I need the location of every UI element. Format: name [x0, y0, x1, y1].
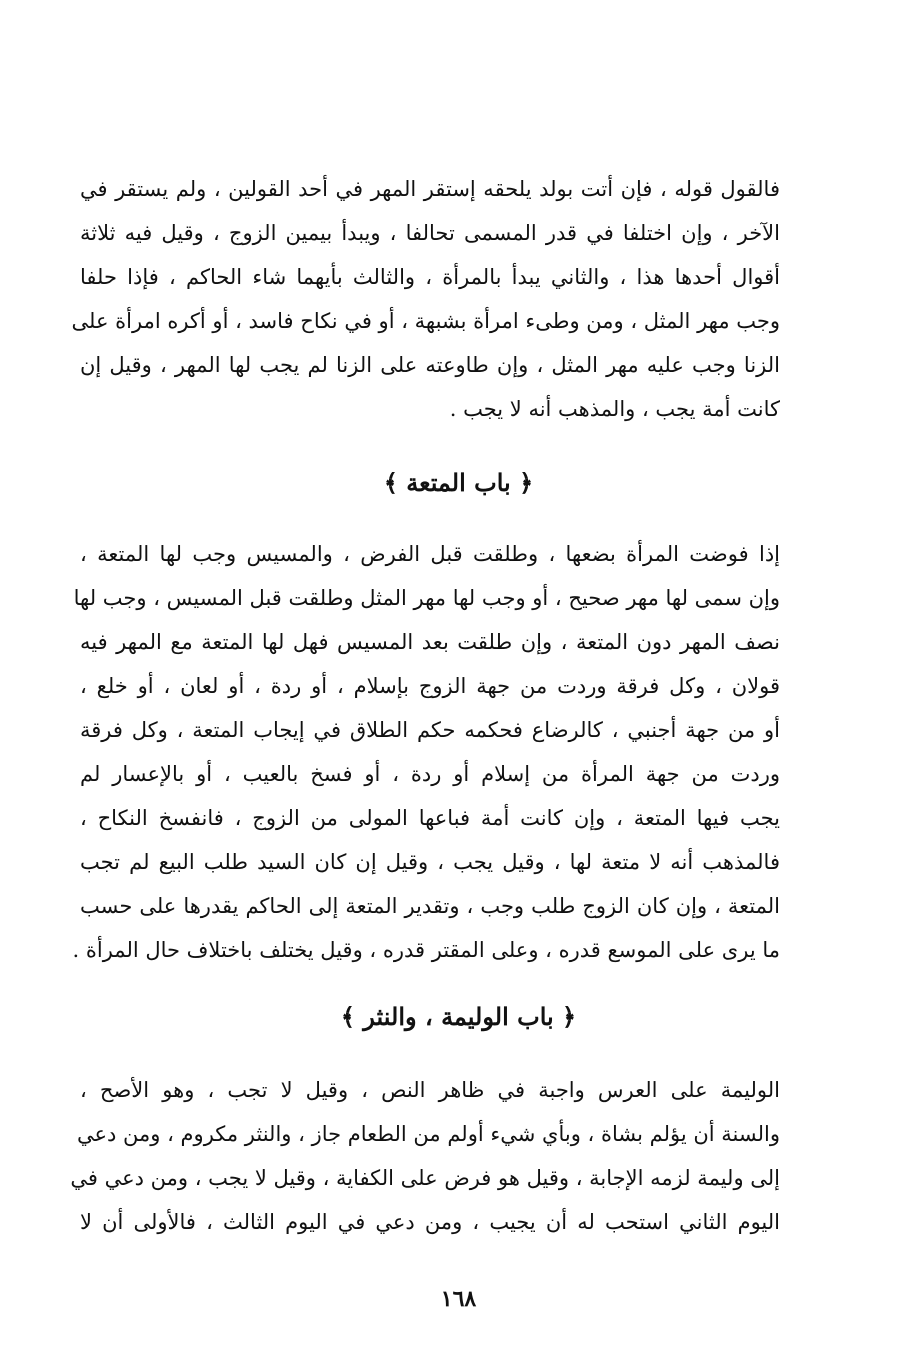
text-line: فالقول قوله ، فإن أتت بولد يلحقه إستقر المهر في أحد القولين ، ولم يستقر في — [80, 177, 780, 201]
text-line: اليوم الثاني استحب له أن يجيب ، ومن دعي في اليوم الثالث ، فالأولى أن لا — [80, 1210, 780, 1234]
walima-paragraph — [70, 1068, 780, 1244]
text-line: وجب مهر المثل ، ومن وطىء امرأة بشبهة ، أو في نكاح فاسد ، أو أكره امرأة على — [71, 309, 780, 333]
continuation-paragraph — [71, 167, 780, 431]
text-line: والسنة أن يؤلم بشاة ، وبأي شيء أولم من الطعام جاز ، والنثر مكروم ، ومن دعي — [76, 1122, 780, 1146]
text-line: ما يرى على الموسع قدره ، وعلى المقتر قدره ، وقيل يختلف باختلاف حال المرأة . — [72, 938, 780, 962]
text-line: الزنا وجب عليه مهر المثل ، وإن طاوعته على الزنا لم يجب لها المهر ، وقيل إن — [80, 353, 780, 377]
text-line: المتعة ، وإن كان الزوج طلب وجب ، وتقدير المتعة إلى الحاكم يقدرها على حسب — [80, 894, 780, 918]
text-line: وإن سمى لها مهر صحيح ، أو وجب لها مهر المثل وطلقت قبل المسيس ، وجب لها — [73, 586, 780, 610]
text-line: إلى وليمة لزمه الإجابة ، وقيل هو فرض على الكفاية ، وقيل لا يجب ، ومن دعي في — [70, 1166, 780, 1190]
section-heading-walima: ﴿ باب الوليمة ، والنثر ﴾ — [340, 1002, 577, 1031]
text-line: الوليمة على العرس واجبة في ظاهر النص ، وقيل لا تجب ، وهو الأصح ، — [80, 1078, 780, 1102]
text-line: قولان ، وكل فرقة وردت من جهة الزوج بإسلام ، أو ردة ، أو لعان ، أو خلع ، — [80, 674, 780, 698]
text-line: الآخر ، وإن اختلفا في قدر المسمى تحالفا ، ويبدأ بيمين الزوج ، وقيل فيه ثلاثة — [80, 221, 780, 245]
text-line: إذا فوضت المرأة بضعها ، وطلقت قبل الفرض ، والمسيس وجب لها المتعة ، — [80, 542, 780, 566]
text-line: فالمذهب أنه لا متعة لها ، وقيل يجب ، وقيل إن كان السيد طلب البيع لم تجب — [80, 850, 780, 874]
text-line: وردت من جهة المرأة من إسلام أو ردة ، أو فسخ بالعيب ، أو بالإعسار لم — [80, 762, 780, 786]
text-line: أو من جهة أجنبي ، كالرضاع فحكمه حكم الطلاق في إيجاب المتعة ، وكل فرقة — [80, 718, 780, 742]
text-line: كانت أمة يجب ، والمذهب أنه لا يجب . — [449, 397, 780, 421]
section-heading-mutah: ﴿ باب المتعة ﴾ — [383, 468, 534, 497]
text-line: يجب فيها المتعة ، وإن كانت أمة فباعها المولى من الزوج ، فانفسخ النكاح ، — [80, 806, 780, 830]
text-line: نصف المهر دون المتعة ، وإن طلقت بعد المسيس فهل لها المتعة مع المهر فيه — [80, 630, 780, 654]
mutah-paragraph — [72, 532, 780, 972]
page-number: ١٦٨ — [440, 1286, 477, 1312]
text-line: أقوال أحدها هذا ، والثاني يبدأ بالمرأة ، والثالث بأيهما شاء الحاكم ، فإذا حلفا — [80, 265, 780, 289]
